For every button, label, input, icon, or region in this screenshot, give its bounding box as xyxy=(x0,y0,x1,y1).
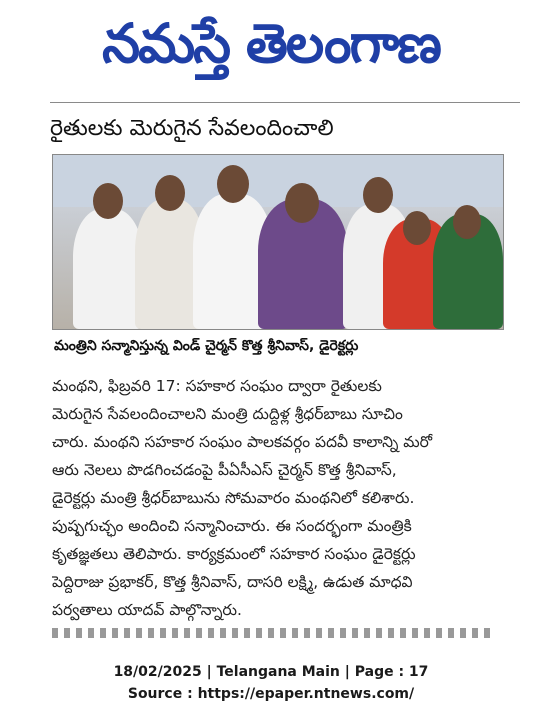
footer-date-page: 18/02/2025 | Telangana Main | Page : 17 xyxy=(113,664,429,680)
body-line: పర్వతాలు యాదవ్ పాల్గొన్నారు. xyxy=(52,601,242,619)
photo-caption: మంత్రిని సన్మానిస్తున్న విండ్ చైర్మన్ కొత్త శ్రీనివాస్, డైరెక్టర్లు xyxy=(54,338,359,354)
article-headline: రైతులకు మెరుగైన సేవలందించాలి xyxy=(50,116,334,141)
divider xyxy=(50,102,520,103)
body-line: మంథని, ఫిబ్రవరి 17: సహకార సంఘం ద్వారా రైతులకు xyxy=(52,377,382,395)
footer-source: Source : https://epaper.ntnews.com/ xyxy=(127,686,415,702)
body-line: ఆరు నెలలు పొడగించడంపై పీఏసీఎస్ చైర్మన్ కొత్త శ్రీనివాస్, xyxy=(52,461,397,479)
cropped-text-edge xyxy=(52,628,492,638)
body-line: మెరుగైన సేవలందించాలని మంత్రి దుద్దిళ్ల శ్రీధర్‌బాబు సూచిం xyxy=(52,405,403,423)
body-line: పుష్పగుచ్ఛం అందించి సన్మానించారు. ఈ సందర్భంగా మంత్రికి xyxy=(52,517,412,535)
body-line: డైరెక్టర్లు మంత్రి శ్రీధర్‌బాబును సోమవారం మంథనిలో కలిశారు. xyxy=(52,489,415,507)
masthead-logo: నమస్తే తెలంగాణ xyxy=(102,12,440,75)
article-photo xyxy=(52,154,504,330)
body-line: పెద్దిరాజు ప్రభాకర్, కొత్త శ్రీనివాస్, దాసరి లక్ష్మి, ఉడుత మాధవి xyxy=(52,573,413,591)
body-line: చారు. మంథని సహకార సంఘం పాలకవర్గం పదవీ కాలాన్ని మరో xyxy=(52,433,433,451)
article-body xyxy=(52,372,504,624)
body-line: కృతజ్ఞతలు తెలిపారు. కార్యక్రమంలో సహకార సంఘం డైరెక్టర్లు xyxy=(52,545,416,563)
